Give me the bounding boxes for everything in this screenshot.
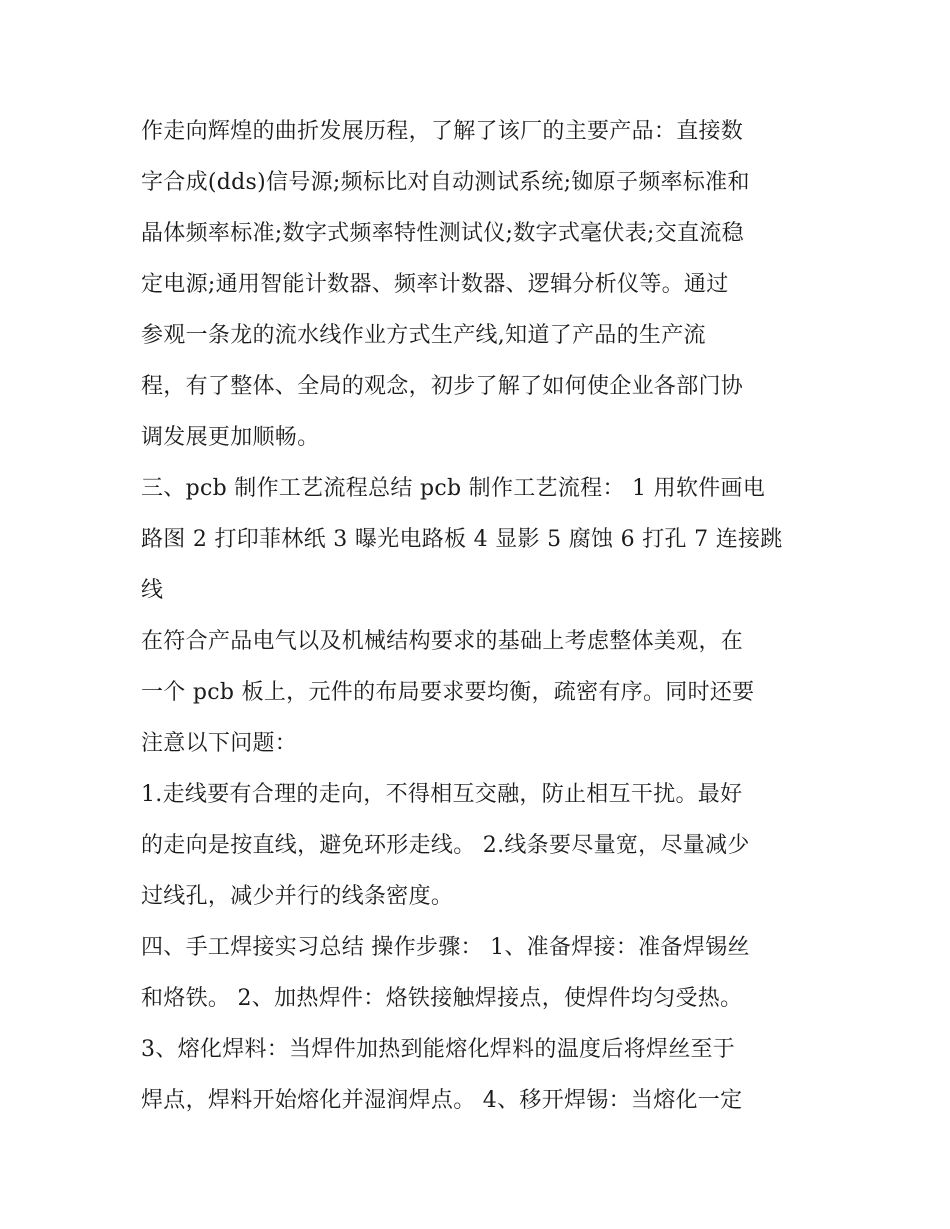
text-line: 1.走线要有合理的走向，不得相互交融，防止相互干扰。最好 [141, 782, 743, 807]
text-line: 焊点，焊料开始熔化并湿润焊点。 4、移开焊锡：当熔化一定 [141, 1088, 743, 1113]
text-line: 定电源;通用智能计数器、频率计数器、逻辑分析仪等。通过 [141, 272, 729, 297]
text-line: 调发展更加顺畅。 [141, 425, 320, 450]
text-line: 3、熔化焊料：当焊件加热到能熔化焊料的温度后将焊丝至于 [141, 1037, 736, 1062]
text-line: 的走向是按直线，避免环形走线。 2.线条要尽量宽，尽量减少 [141, 833, 750, 858]
text-line: 和烙铁。 2、加热焊件：烙铁接触焊接点，使焊件均匀受热。 [141, 986, 743, 1011]
text-line: 四、手工焊接实习总结 操作步骤： 1、准备焊接：准备焊锡丝 [141, 935, 750, 960]
text-line: 注意以下问题： [141, 731, 298, 756]
text-line: 一个 pcb 板上，元件的布局要求要均衡，疏密有序。同时还要 [141, 680, 755, 705]
text-line: 线 [141, 578, 164, 603]
text-line: 在符合产品电气以及机械结构要求的基础上考虑整体美观，在 [141, 629, 744, 654]
text-line: 晶体频率标准;数字式频率特性测试仪;数字式毫伏表;交直流稳 [141, 221, 744, 246]
text-line: 路图 2 打印菲林纸 3 曝光电路板 4 显影 5 腐蚀 6 打孔 7 连接跳 [141, 527, 783, 552]
text-line: 作走向辉煌的曲折发展历程，了解了该厂的主要产品：直接数 [141, 119, 744, 144]
text-line: 参观一条龙的流水线作业方式生产线,知道了产品的生产流 [141, 323, 706, 348]
text-line: 三、pcb 制作工艺流程总结 pcb 制作工艺流程： 1 用软件画电 [141, 476, 766, 501]
text-line: 字合成(dds)信号源;频标比对自动测试系统;铷原子频率标准和 [141, 170, 750, 195]
text-line: 程，有了整体、全局的观念，初步了解了如何使企业各部门协 [141, 374, 744, 399]
text-line: 过线孔，减少并行的线条密度。 [141, 884, 454, 909]
document-text-body [141, 106, 821, 1126]
